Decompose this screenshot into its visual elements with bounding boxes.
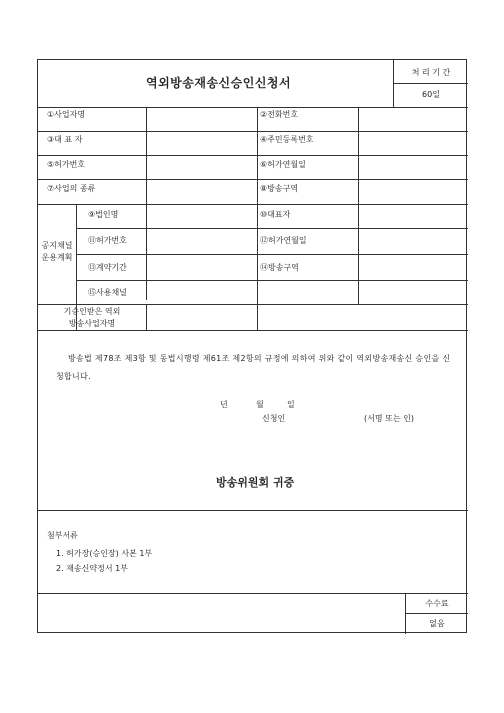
field-label-channel: ⑮사용채널 [88,288,127,297]
field-label-phone: ②전화번호 [260,110,299,119]
field-label-representative: ③대 표 자 [47,135,83,144]
field-label-license-date: ⑥허가연월일 [260,160,306,169]
form-title: 역외방송재송신승인신청서 [146,76,292,90]
divider [146,204,147,300]
date-year: 년 [220,400,228,409]
field-label-prior-approved: 기승인받은 역외 방송사업자명 [63,307,121,328]
date-day: 일 [287,400,295,409]
application-form [37,59,467,633]
field-label-corp-broadcast-area: ⑭방송구역 [260,263,299,272]
field-label-corp-representative: ⑩대표자 [260,210,291,219]
divider [38,330,468,331]
field-label-business-name: ①사업자명 [47,110,86,119]
attachments-label: 첨부서류 [47,531,78,540]
field-label-business-type: ⑦사업의 종류 [47,184,96,193]
attachment-item: 2. 재송신약정서 1부 [56,564,128,573]
processing-period-value: 60일 [422,90,440,99]
divider [38,593,468,594]
divider [257,107,258,330]
addressee: 방송위원회 귀중 [216,476,295,489]
applicant-label: 신청인 [262,414,286,423]
divider [358,107,359,304]
field-label-corp-name: ⑨법인명 [88,210,119,219]
field-label-corp-license-date: ⑫허가연월일 [260,236,307,245]
divider [405,613,468,614]
divider [38,204,468,205]
divider [76,254,468,255]
divider [38,510,468,511]
divider [38,131,468,132]
divider [38,179,468,180]
field-label-contract-period: ⑬계약기간 [88,263,127,272]
signature-note: (서명 또는 인) [364,414,414,423]
divider [38,155,468,156]
divider [146,304,147,330]
field-label-resident-number: ④주민등록번호 [260,135,314,144]
field-label-broadcast-area: ⑧방송구역 [260,184,299,193]
application-statement: 방송법 제78조 제3항 및 동법시행령 제61조 제2항의 규정에 의하여 위와 같이 역외방송재송신 승인을 신청합니다. [56,354,451,381]
attachment-item: 1. 허가장(승인장) 사본 1부 [56,549,153,558]
fee-value: 없음 [429,619,445,628]
group-label-channel-plan: 공지채널 운용계획 [41,241,73,262]
divider [76,280,468,281]
processing-period-label: 처 리 기 간 [411,68,451,77]
field-label-license-number: ⑤허가번호 [47,160,86,169]
divider [393,83,468,84]
field-label-corp-license-number: ⑪허가번호 [88,236,127,245]
divider [38,107,468,108]
fee-label: 수수료 [425,599,449,608]
divider [76,228,468,229]
date-month: 월 [256,400,264,409]
divider [38,304,468,305]
